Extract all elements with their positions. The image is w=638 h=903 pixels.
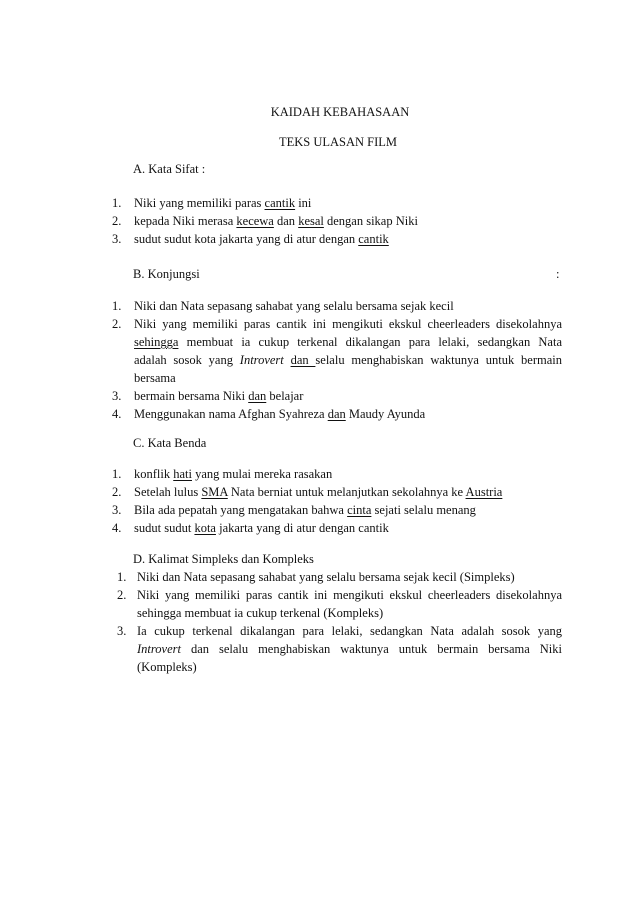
list-item xyxy=(112,212,418,230)
section-d-heading: D. Kalimat Simpleks dan Kompleks xyxy=(133,552,314,566)
list-text: (Kompleks) xyxy=(137,660,197,674)
list-item xyxy=(112,483,503,501)
list-text: konflik hati yang mulai mereka rasakan xyxy=(134,467,333,481)
list-text: adalah sosok yang Introvert dan selalu menghabiskan waktunya untuk bermain xyxy=(134,353,562,367)
list-item xyxy=(112,405,426,423)
page-title: KAIDAH KEBAHASAAN xyxy=(270,105,410,119)
list-number: 2. xyxy=(112,317,122,331)
list-text: Menggunakan nama Afghan Syahreza dan Maudy Ayunda xyxy=(134,407,426,421)
list-text: Setelah lulus SMA Nata berniat untuk melanjutkan sekolahnya ke Austria xyxy=(134,485,503,499)
list-number: 1. xyxy=(112,196,122,210)
section-c-heading: C. Kata Benda xyxy=(133,436,207,450)
list-text: sudut sudut kota jakarta yang di atur dengan cantik xyxy=(134,232,389,246)
list-text: Niki yang memiliki paras cantik ini mengikuti ekskul cheerleaders disekolahnya xyxy=(137,588,562,602)
list-text: sehingga membuat ia cukup terkenal dikalangan para lelaki, sedangkan Nata xyxy=(134,335,562,349)
list-text: Niki yang memiliki paras cantik ini xyxy=(134,196,312,210)
list-number: 2. xyxy=(117,588,127,602)
page-subtitle: TEKS ULASAN FILM xyxy=(278,135,398,149)
list-item xyxy=(112,465,333,483)
list-text: Bila ada pepatah yang mengatakan bahwa cinta sejati selalu menang xyxy=(134,503,476,517)
list-text: Niki yang memiliki paras cantik ini mengikuti ekskul cheerleaders disekolahnya xyxy=(134,317,562,331)
list-item xyxy=(112,519,389,537)
list-number: 4. xyxy=(112,521,122,535)
list-text: kepada Niki merasa kecewa dan kesal dengan sikap Niki xyxy=(134,214,418,228)
list-item xyxy=(112,230,389,248)
list-item xyxy=(112,501,476,519)
list-number: 1. xyxy=(112,299,122,313)
list-text: bersama xyxy=(134,371,176,385)
list-number: 2. xyxy=(112,485,122,499)
list-number: 1. xyxy=(117,570,127,584)
list-item xyxy=(112,297,454,315)
list-text: Niki dan Nata sepasang sahabat yang selalu bersama sejak kecil (Simpleks) xyxy=(137,570,515,584)
list-item xyxy=(112,387,304,405)
list-number: 1. xyxy=(112,467,122,481)
list-number: 3. xyxy=(112,389,122,403)
list-number: 3. xyxy=(112,232,122,246)
section-a-heading: A. Kata Sifat : xyxy=(133,162,206,176)
section-b-heading: B. Konjungsi xyxy=(133,267,200,281)
list-text: Introvert dan selalu menghabiskan waktunya untuk bermain bersama Niki xyxy=(137,642,562,656)
list-item xyxy=(117,568,515,586)
list-item xyxy=(112,194,312,212)
list-number: 3. xyxy=(112,503,122,517)
list-text: Ia cukup terkenal dikalangan para lelaki, sedangkan Nata adalah sosok yang xyxy=(137,624,562,638)
list-text: sudut sudut kota jakarta yang di atur dengan cantik xyxy=(134,521,389,535)
section-b-colon: : xyxy=(556,267,560,281)
list-text: sehingga membuat ia cukup terkenal (Kompleks) xyxy=(137,606,384,620)
list-text: bermain bersama Niki dan belajar xyxy=(134,389,304,403)
list-text: Niki dan Nata sepasang sahabat yang selalu bersama sejak kecil xyxy=(134,299,454,313)
list-number: 3. xyxy=(117,624,127,638)
list-number: 2. xyxy=(112,214,122,228)
list-number: 4. xyxy=(112,407,122,421)
